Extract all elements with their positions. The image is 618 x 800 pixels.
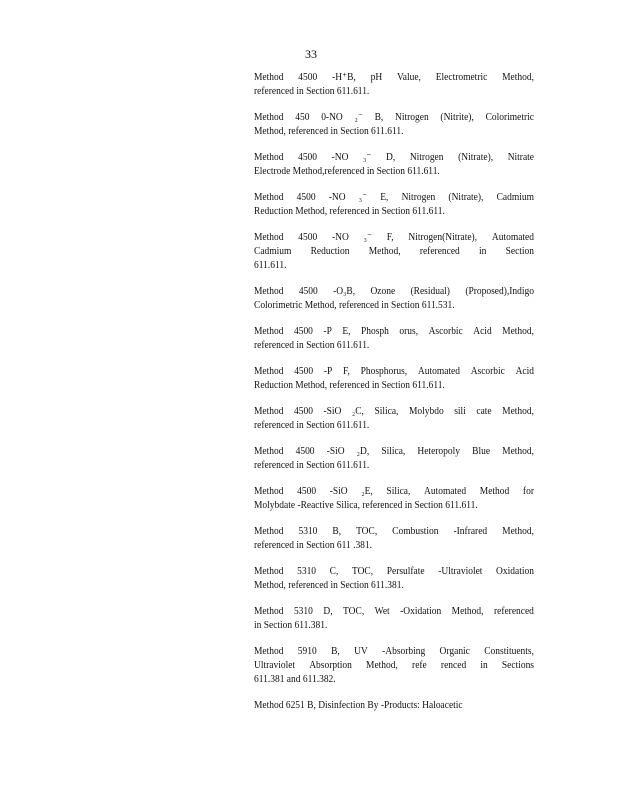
entry-line: Reduction Method, referenced in Section 611.611.: [254, 380, 445, 391]
entry-line: Ultraviolet Absorption Method, refe renced in Sections: [254, 660, 535, 671]
entry-line: Colorimetric Method, referenced in Section 611.531.: [254, 300, 455, 311]
method-reference-list: [254, 71, 534, 713]
page-number: 33: [305, 47, 317, 61]
entry-line: referenced in Section 611 .381.: [254, 540, 373, 551]
method-reference-entry: [254, 445, 534, 473]
method-reference-entry: [254, 111, 534, 139]
method-reference-entry: [254, 699, 534, 713]
entry-line: Method 4500 -H⁺B, pH Value, Electrometric Method,: [254, 72, 534, 83]
method-reference-entry: [254, 605, 534, 633]
entry-line: Reduction Method, referenced in Section 611.611.: [254, 206, 445, 217]
entry-line: Method 4500 -SiO ₂C, Silica, Molybdo sili cate Method,: [254, 406, 534, 417]
entry-line: referenced in Section 611.611.: [254, 340, 370, 351]
entry-line: Method 5910 B, UV -Absorbing Organic Constituents,: [254, 646, 534, 657]
entry-line: 611.381 and 611.382.: [254, 674, 336, 685]
entry-line: Electrode Method,referenced in Section 611.611.: [254, 166, 440, 177]
method-reference-entry: [254, 285, 534, 313]
entry-line: Method 4500 -NO ₃⁻ D, Nitrogen (Nitrate), Nitrate: [254, 152, 535, 163]
method-reference-entry: [254, 191, 534, 219]
method-reference-entry: [254, 231, 534, 273]
entry-line: Cadmium Reduction Method, referenced in Section: [254, 246, 535, 257]
method-reference-entry: [254, 365, 534, 393]
method-reference-entry: [254, 325, 534, 353]
entry-line: Method 4500 -SiO ₂E, Silica, Automated Method for: [254, 486, 534, 497]
entry-line: Method 5310 C, TOC, Persulfate -Ultraviolet Oxidation: [254, 566, 534, 577]
entry-line: Method 450 0-NO ₂⁻ B, Nitrogen (Nitrite), Colorimetric: [254, 112, 534, 123]
entry-line: referenced in Section 611.611.: [254, 86, 370, 97]
entry-line: Method 5310 D, TOC, Wet -Oxidation Method, referenced: [254, 606, 534, 617]
entry-line: Method 4500 -NO ₃⁻ F, Nitrogen(Nitrate), Automated: [254, 232, 534, 243]
entry-line: Method 5310 B, TOC, Combustion -Infrared Method,: [254, 526, 534, 537]
method-reference-entry: [254, 71, 534, 99]
entry-line: Method, referenced in Section 611.611.: [254, 126, 404, 137]
entry-line: Method 4500 -O₃B, Ozone (Residual) (Proposed),Indigo: [254, 286, 534, 297]
entry-line: Method 4500 -SiO ₂D, Silica, Heteropoly Blue Method,: [254, 446, 534, 457]
entry-line: Molybdate -Reactive Silica, referenced in Section 611.611.: [254, 500, 478, 511]
entry-line: in Section 611.381.: [254, 620, 328, 631]
entry-line: Method 4500 -NO ₃⁻ E, Nitrogen (Nitrate), Cadmium: [254, 192, 534, 203]
entry-line: Method 6251 B, Disinfection By -Products: Haloacetic: [254, 700, 463, 711]
method-reference-entry: [254, 525, 534, 553]
entry-line: Method, referenced in Section 611.381.: [254, 580, 404, 591]
entry-line: Method 4500 -P F, Phosphorus, Automated Ascorbic Acid: [254, 366, 535, 377]
entry-line: 611.611.: [254, 260, 287, 271]
entry-line: referenced in Section 611.611.: [254, 420, 370, 431]
method-reference-entry: [254, 645, 534, 687]
method-reference-entry: [254, 485, 534, 513]
method-reference-entry: [254, 405, 534, 433]
entry-line: Method 4500 -P E, Phosph orus, Ascorbic Acid Method,: [254, 326, 535, 337]
method-reference-entry: [254, 151, 534, 179]
entry-line: referenced in Section 611.611.: [254, 460, 370, 471]
method-reference-entry: [254, 565, 534, 593]
